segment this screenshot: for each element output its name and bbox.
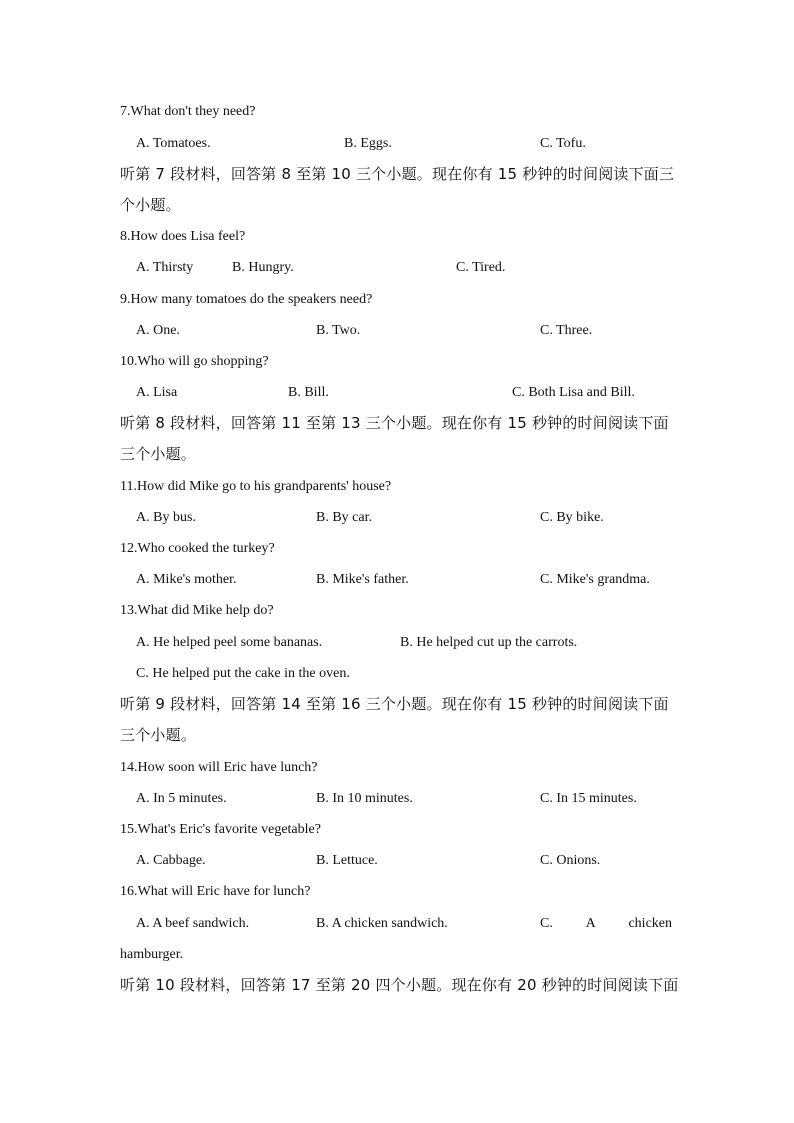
q12-option-a: A. Mike's mother.: [136, 572, 237, 587]
q10-option-c: C. Both Lisa and Bill.: [512, 385, 635, 400]
question-8: 8.How does Lisa feel?: [120, 229, 246, 244]
q13-option-c: C. He helped put the cake in the oven.: [136, 666, 350, 681]
question-11: 11.How did Mike go to his grandparents' house?: [120, 479, 392, 494]
question-14: 14.How soon will Eric have lunch?: [120, 760, 318, 775]
question-9: 9.How many tomatoes do the speakers need?: [120, 292, 373, 307]
q12-option-b: B. Mike's father.: [316, 572, 409, 587]
q14-option-a: A. In 5 minutes.: [136, 791, 227, 806]
question-13: 13.What did Mike help do?: [120, 603, 274, 618]
q12-option-c: C. Mike's grandma.: [540, 572, 650, 587]
q13-option-a: A. He helped peel some bananas.: [136, 635, 323, 650]
q8-option-c: C. Tired.: [456, 260, 506, 275]
q16-option-c-continuation: hamburger.: [120, 947, 184, 962]
q10-option-b: B. Bill.: [288, 385, 329, 400]
q15-option-c: C. Onions.: [540, 853, 601, 868]
question-15: 15.What's Eric's favorite vegetable?: [120, 822, 321, 837]
section-10-instruction-line1: 听第 10 段材料，回答第 17 至第 20 四个小题。现在你有 20 秒钟的时间阅读下面: [120, 976, 679, 994]
q8-option-a: A. Thirsty: [136, 260, 194, 275]
q16-option-c-word2: chicken: [628, 916, 672, 931]
section-9-instruction-line1: 听第 9 段材料，回答第 14 至第 16 三个小题。现在你有 15 秒钟的时间阅读下面: [120, 695, 669, 713]
q11-option-a: A. By bus.: [136, 510, 196, 525]
q14-option-c: C. In 15 minutes.: [540, 791, 637, 806]
section-7-instruction-line2: 个小题。: [120, 196, 181, 214]
q8-option-b: B. Hungry.: [232, 260, 294, 275]
q16-option-c-label: C.: [540, 916, 553, 931]
section-8-instruction-line1: 听第 8 段材料，回答第 11 至第 13 三个小题。现在你有 15 秒钟的时间阅读下面: [120, 414, 669, 432]
q7-option-c: C. Tofu.: [540, 136, 586, 151]
q16-option-c-word1: A: [585, 916, 596, 931]
section-9-instruction-line2: 三个小题。: [120, 726, 197, 744]
section-7-instruction-line1: 听第 7 段材料，回答第 8 至第 10 三个小题。现在你有 15 秒钟的时间阅读下面三: [120, 165, 675, 183]
question-12: 12.Who cooked the turkey?: [120, 541, 275, 556]
question-7: 7.What don't they need?: [120, 104, 256, 119]
question-16: 16.What will Eric have for lunch?: [120, 884, 311, 899]
question-10: 10.Who will go shopping?: [120, 354, 269, 369]
q9-option-b: B. Two.: [316, 323, 361, 338]
q7-option-b: B. Eggs.: [344, 136, 392, 151]
section-8-instruction-line2: 三个小题。: [120, 445, 197, 463]
q11-option-c: C. By bike.: [540, 510, 604, 525]
q16-option-b: B. A chicken sandwich.: [316, 916, 448, 931]
q7-option-a: A. Tomatoes.: [136, 136, 211, 151]
q14-option-b: B. In 10 minutes.: [316, 791, 413, 806]
q16-option-a: A. A beef sandwich.: [136, 916, 250, 931]
q9-option-a: A. One.: [136, 323, 180, 338]
q15-option-a: A. Cabbage.: [136, 853, 206, 868]
q11-option-b: B. By car.: [316, 510, 372, 525]
q15-option-b: B. Lettuce.: [316, 853, 378, 868]
q16-option-c: [540, 914, 672, 934]
q9-option-c: C. Three.: [540, 323, 593, 338]
q13-option-b: B. He helped cut up the carrots.: [400, 635, 578, 650]
q10-option-a: A. Lisa: [136, 385, 178, 400]
